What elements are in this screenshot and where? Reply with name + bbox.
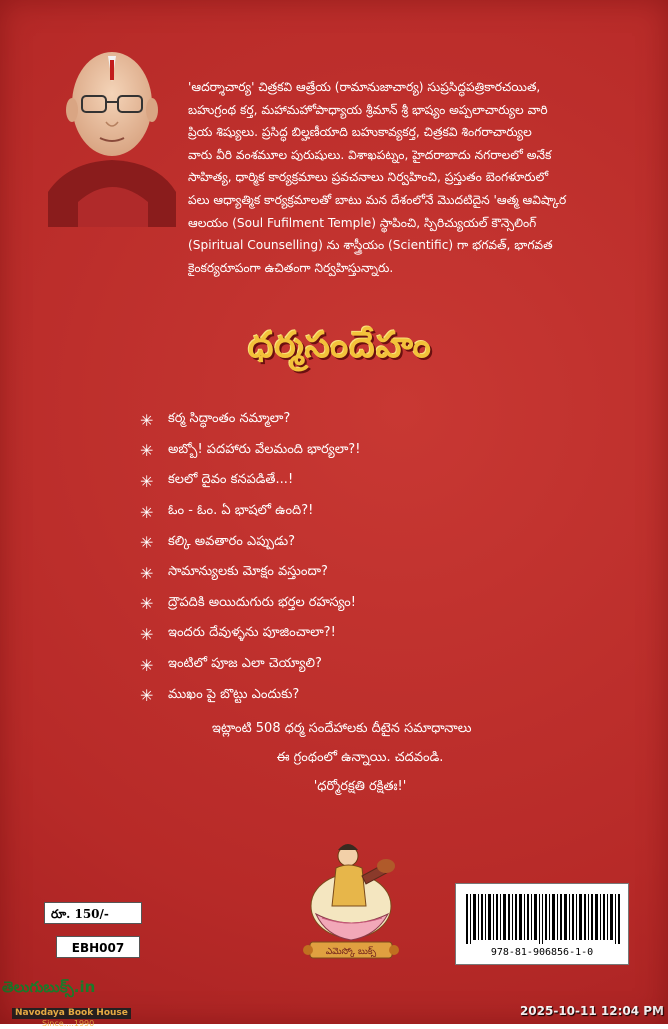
list-item [140, 466, 560, 497]
list-item [140, 436, 560, 467]
barcode-bars [464, 894, 622, 944]
question-text: ఇంటిలో పూజ ఎలా చెయ్యాలి? [168, 656, 322, 672]
brand-name: తెలుగుబుక్స్.in [2, 978, 96, 996]
brand-logo [2, 978, 162, 1028]
star-icon: ✳ [140, 655, 154, 675]
bio-line: (Spiritual Counselling) ను శాస్త్రీయం (Scientific) గా భగవత్, భాగవత [188, 238, 553, 253]
closing-line: 'ధర్మోరక్షతి రక్షితః!' [313, 779, 407, 794]
price-tag: రూ. 150/- [44, 902, 142, 924]
isbn-number: 978-81-906856-1-0 [490, 947, 594, 958]
closing-line: ఈ గ్రంథంలో ఉన్నాయి. చదవండి. [276, 750, 444, 765]
publisher-banner: ఎమెస్కో బుక్స్ [325, 947, 377, 957]
author-bio [188, 76, 658, 279]
star-icon: ✳ [140, 441, 154, 461]
star-icon: ✳ [140, 471, 154, 491]
bio-line: ఆలయం (Soul Fufilment Temple) స్థాపించి, స్పిరిచ్యుయల్ కౌన్సెలింగ్ [188, 215, 537, 230]
bio-line: కైంకర్యరూపంగా ఉచితంగా నిర్వహిస్తున్నారు. [188, 260, 394, 275]
list-item [140, 619, 560, 650]
question-text: ఓం - ఓం. ఏ భాషలో ఉంది?! [168, 503, 314, 519]
brand-subtitle: Navodaya Book House [12, 1008, 131, 1019]
bio-line: ప్రియ శిష్యులు. ప్రసిద్ధ బిల్హణీయాది బహుకావ్యకర్త, చిత్రకవి శింగరాచార్యుల [188, 125, 532, 140]
list-item [140, 527, 560, 558]
question-list [140, 405, 560, 711]
photo-timestamp: 2025-10-11 12:04 PM [519, 1004, 664, 1018]
star-icon: ✳ [140, 533, 154, 553]
question-text: అబ్బో! పదహారు వేలమంది భార్యలా?! [168, 441, 361, 457]
list-item [140, 589, 560, 620]
question-text: కర్మ సిద్ధాంతం నమ్మాలా? [168, 411, 291, 427]
list-item [140, 680, 560, 711]
book-title: ధర్మసందేహం [248, 325, 432, 366]
closing-line: ఇట్లాంటి 508 ధర్మ సందేహాలకు దీటైన సమాధానాలు [212, 721, 472, 736]
question-text: ఇందరు దేవుళ్ళను పూజించాలా?! [168, 625, 336, 641]
brand-since: Since....1990 [42, 1019, 95, 1028]
star-icon: ✳ [140, 502, 154, 522]
question-text: కలలో దైవం కనపడితే...! [168, 472, 294, 488]
author-photo [48, 42, 176, 227]
isbn-barcode [455, 883, 629, 965]
bio-line: సాహిత్య, ధార్మిక కార్యక్రమాలు ప్రవచనాలు నిర్వహించి, ప్రస్తుతం బెంగళూరులో [188, 170, 549, 185]
saraswati-icon [296, 836, 406, 964]
book-code: EBH007 [56, 936, 140, 958]
star-icon: ✳ [140, 686, 154, 706]
star-icon: ✳ [140, 594, 154, 614]
bio-line: 'ఆదర్శాచార్య' చిత్రకవి ఆత్రేయ (రామానుజాచార్య) సుప్రసిద్ధపత్రికారచయిత, [188, 80, 541, 94]
bio-line: వారు వీరి వంశమూల పురుషులు. విశాఖపట్నం, హైదరాబాదు నగరాలలో అనేక [188, 147, 552, 162]
star-icon: ✳ [140, 624, 154, 644]
list-item [140, 497, 560, 528]
list-item [140, 650, 560, 681]
question-text: ముఖం పై బొట్టు ఎందుకు? [168, 686, 300, 702]
bio-line: బహుగ్రంథ కర్త, మహామహోపాధ్యాయ శ్రీమాన్ శ్రీ భాష్యం అప్పలాచార్యుల వారి [188, 102, 548, 117]
closing-text [180, 714, 540, 801]
question-text: సామాన్యులకు మోక్షం వస్తుందా? [168, 564, 328, 580]
star-icon: ✳ [140, 410, 154, 430]
question-text: కల్కి అవతారం ఎప్పుడు? [168, 533, 296, 549]
list-item [140, 558, 560, 589]
list-item [140, 405, 560, 436]
star-icon: ✳ [140, 563, 154, 583]
bio-line: పలు ఆధ్యాత్మిక కార్యక్రమాలతో బాటు మన దేశంలోనే మొదటిదైన 'ఆత్మ ఆవిష్కార [188, 192, 567, 207]
question-text: ద్రౌపదికి అయిదుగురు భర్తల రహస్యం! [168, 594, 356, 610]
